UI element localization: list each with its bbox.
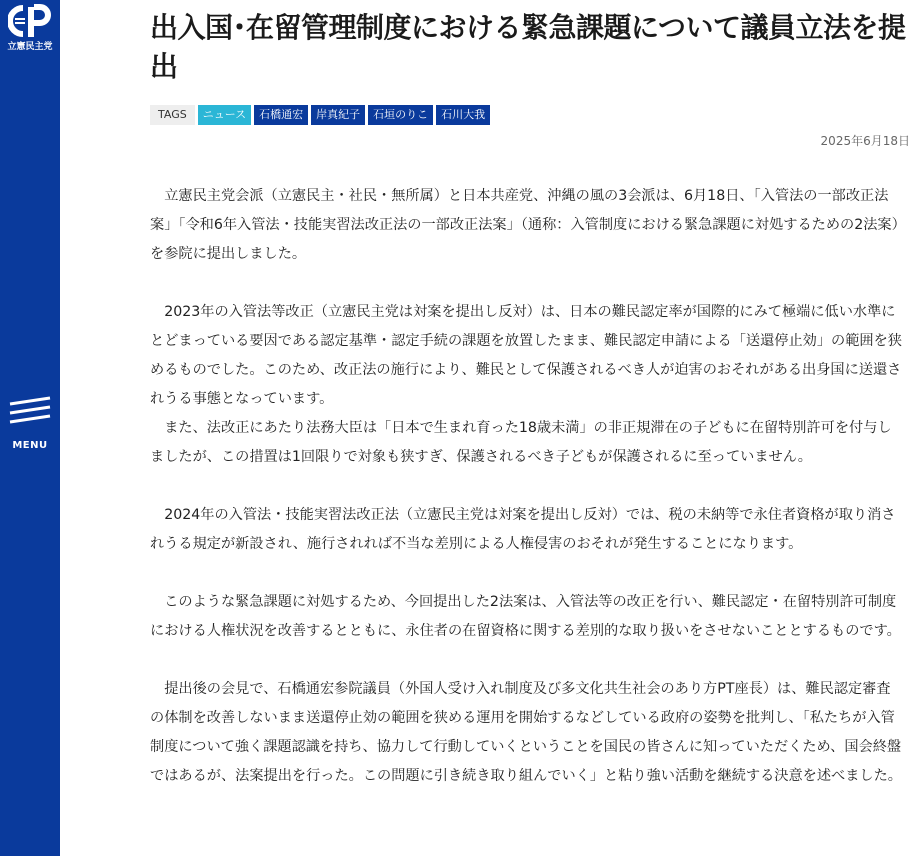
party-logo-link[interactable]: [4, 4, 56, 53]
menu-label: MENU: [12, 440, 48, 451]
tag-ishikawa[interactable]: 石川大我: [436, 105, 490, 125]
tag-ishibashi[interactable]: 石橋通宏: [254, 105, 308, 125]
tag-news[interactable]: ニュース: [198, 105, 251, 125]
hamburger-menu-icon: [8, 396, 52, 428]
publish-date: 2025年6月18日: [820, 134, 910, 148]
tag-ishigaki[interactable]: 石垣のりこ: [368, 105, 433, 125]
paragraph: 提出後の会見で、石橋通宏参院議員（外国人受け入れ制度及び多文化共生社会のあり方PT座長）は、難民認定審査の体制を改善しないまま送還停止効の範囲を狭める運用を開始するなどしている政府の姿勢を批判し、「私たちが入管制度について強く課題認識を持ち、協力して行動していくということを国民の皆さんに知っていただくため、国会終盤ではあるが、法案提出を行った。この問題に引き続き取り組んでいく」と粘り強い活動を継続する決意を述べました。: [150, 681, 902, 784]
article-title: 出入国･在留管理制度における緊急課題について議員立法を提出: [150, 11, 906, 83]
paragraph: このような緊急課題に対処するため、今回提出した2法案は、入管法等の改正を行い、難民認定・在留特別許可制度における人権状況を改善するとともに、永住者の在留資格に関する差別的な取り扱いをさせないこととするものです。: [150, 594, 901, 639]
paragraph: 立憲民主党会派（立憲民主・社民・無所属）と日本共産党、沖縄の風の3会派は、6月18日、「入管法の一部改正法案」「令和6年入管法・技能実習法改正法の一部改正法案」（通称：入管制度における緊急課題に対処するための2法案）を参院に提出しました。: [150, 188, 899, 262]
tag-list: [150, 105, 490, 125]
paragraph: また、法改正にあたり法務大臣は「日本で生まれ育った18歳未満」の非正規滞在の子どもに在留特別許可を付与しましたが、この措置は1回限りで対象も狭すぎ、保護されるべき子どもが保護されるに至っていません。: [150, 420, 892, 465]
paragraph: 2023年の入管法等改正（立憲民主党は対案を提出し反対）は、日本の難民認定率が国際的にみて極端に低い水準にとどまっている要因である認定基準・認定手続の課題を放置したまま、難民認定申請による「送還停止効」の範囲を狭めるものでした。このため、改正法の施行により、難民として保護されるべき人が迫害のおそれがある出身国に送還されうる事態となっています。: [150, 304, 902, 407]
cdp-logo-icon: [8, 4, 52, 40]
article: [150, 0, 910, 784]
paragraph: 2024年の入管法・技能実習法改正法（立憲民主党は対案を提出し反対）では、税の未納等で永住者資格が取り消されうる規定が新設され、施行されれば不当な差別による人権侵害のおそれが発生することになります。: [150, 507, 896, 552]
sidebar: [0, 0, 60, 856]
article-body: [150, 182, 902, 820]
logo-text: 立憲民主党: [7, 42, 53, 52]
tag-kishi[interactable]: 岸真紀子: [311, 105, 365, 125]
tags-label: TAGS: [150, 105, 195, 125]
menu-button[interactable]: [0, 396, 60, 458]
